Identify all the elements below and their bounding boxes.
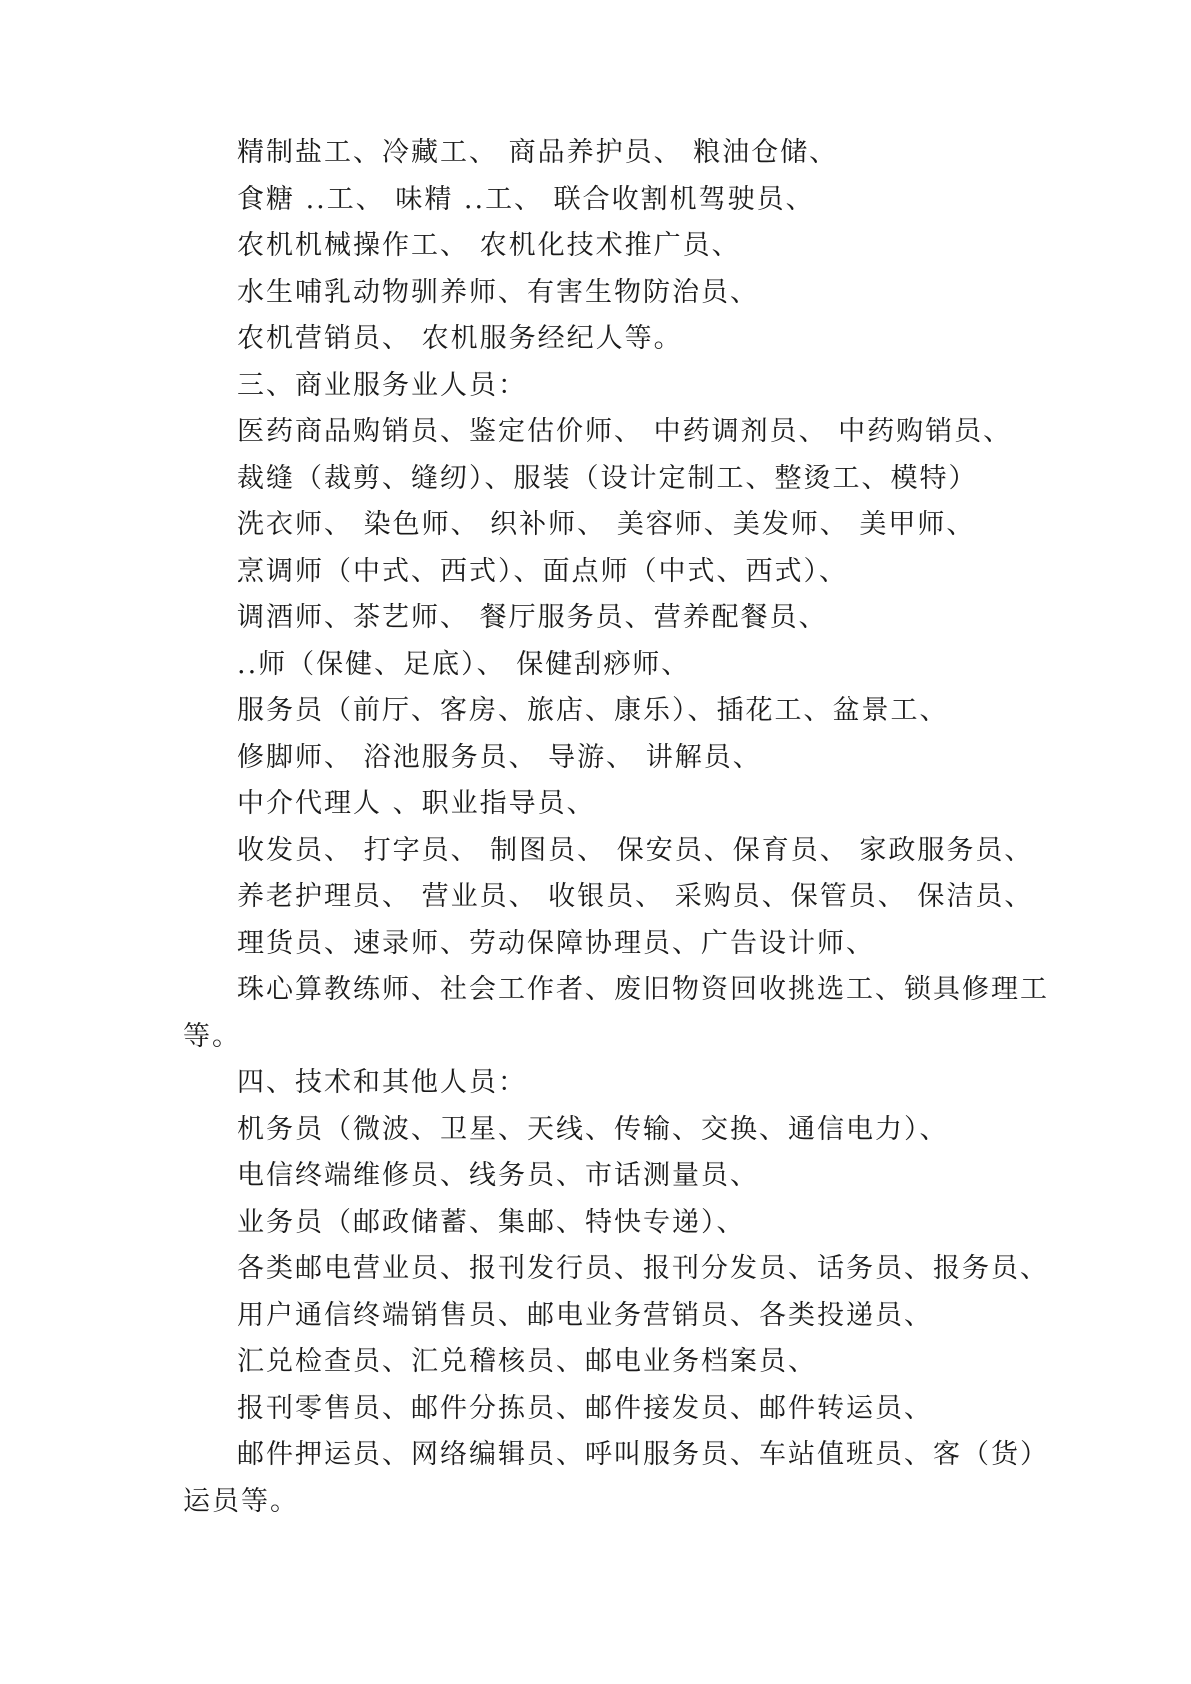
text-line: 理货员、速录师、劳动保障协理员、广告设计师、 bbox=[237, 927, 875, 959]
text-line: 农机机械操作工、 农机化技术推广员、 bbox=[237, 230, 741, 261]
text-line: 医药商品购销员、鉴定估价师、 中药调剂员、 中药购销员、 bbox=[237, 416, 1013, 447]
text-line: 调酒师、茶艺师、 餐厅服务员、营养配餐员、 bbox=[237, 602, 828, 633]
text-line: 修脚师、 浴池服务员、 导游、 讲解员、 bbox=[237, 741, 762, 773]
text-line: ..师（保健、足底）、 保健刮痧师、 bbox=[237, 648, 691, 680]
text-line: 农机营销员、 农机服务经纪人等。 bbox=[237, 323, 683, 354]
text-line: 珠心算教练师、社会工作者、废旧物资回收挑选工、锁具修理工 bbox=[237, 974, 1049, 1005]
text-line: 裁缝（裁剪、缝纫）、服装（设计定制工、整烫工、模特） bbox=[237, 462, 978, 494]
text-line: 洗衣师、 染色师、 织补师、 美容师、美发师、 美甲师、 bbox=[237, 509, 976, 540]
document-body bbox=[183, 130, 1049, 1525]
section-heading: 四、技术和其他人员： bbox=[237, 1067, 527, 1098]
text-line: 烹调师（中式、西式）、面点师（中式、西式）、 bbox=[237, 555, 848, 587]
text-line-continuation: 运员等。 bbox=[183, 1485, 299, 1517]
text-line: 各类邮电营业员、报刊发行员、报刊分发员、话务员、报务员、 bbox=[237, 1253, 1049, 1284]
text-line: 业务员（邮政储蓄、集邮、特快专递）、 bbox=[237, 1206, 746, 1238]
text-line: 食糖 ..工、 味精 ..工、 联合收割机驾驶员、 bbox=[237, 183, 815, 215]
text-line: 报刊零售员、邮件分拣员、邮件接发员、邮件转运员、 bbox=[237, 1392, 933, 1424]
text-line: 机务员（微波、卫星、天线、传输、交换、通信电力）、 bbox=[237, 1113, 949, 1145]
text-line: 养老护理员、 营业员、 收银员、 采购员、保管员、 保洁员、 bbox=[237, 881, 1034, 912]
text-line: 精制盐工、冷藏工、 商品养护员、 粮油仓储、 bbox=[237, 137, 839, 168]
text-line: 中介代理人 、职业指导员、 bbox=[237, 788, 596, 819]
text-line: 服务员（前厅、客房、旅店、康乐）、插花工、盆景工、 bbox=[237, 695, 949, 726]
text-line-continuation: 等。 bbox=[183, 1020, 241, 1052]
text-line: 电信终端维修员、线务员、市话测量员、 bbox=[237, 1160, 759, 1191]
text-line: 邮件押运员、网络编辑员、呼叫服务员、车站值班员、客（货） bbox=[237, 1439, 1049, 1470]
text-line: 水生哺乳动物驯养师、有害生物防治员、 bbox=[237, 276, 759, 308]
section-heading: 三、商业服务业人员： bbox=[237, 369, 527, 401]
text-line: 用户通信终端销售员、邮电业务营销员、各类投递员、 bbox=[237, 1299, 933, 1331]
text-line: 收发员、 打字员、 制图员、 保安员、保育员、 家政服务员、 bbox=[237, 834, 1034, 866]
text-line: 汇兑检查员、汇兑稽核员、邮电业务档案员、 bbox=[237, 1346, 817, 1377]
